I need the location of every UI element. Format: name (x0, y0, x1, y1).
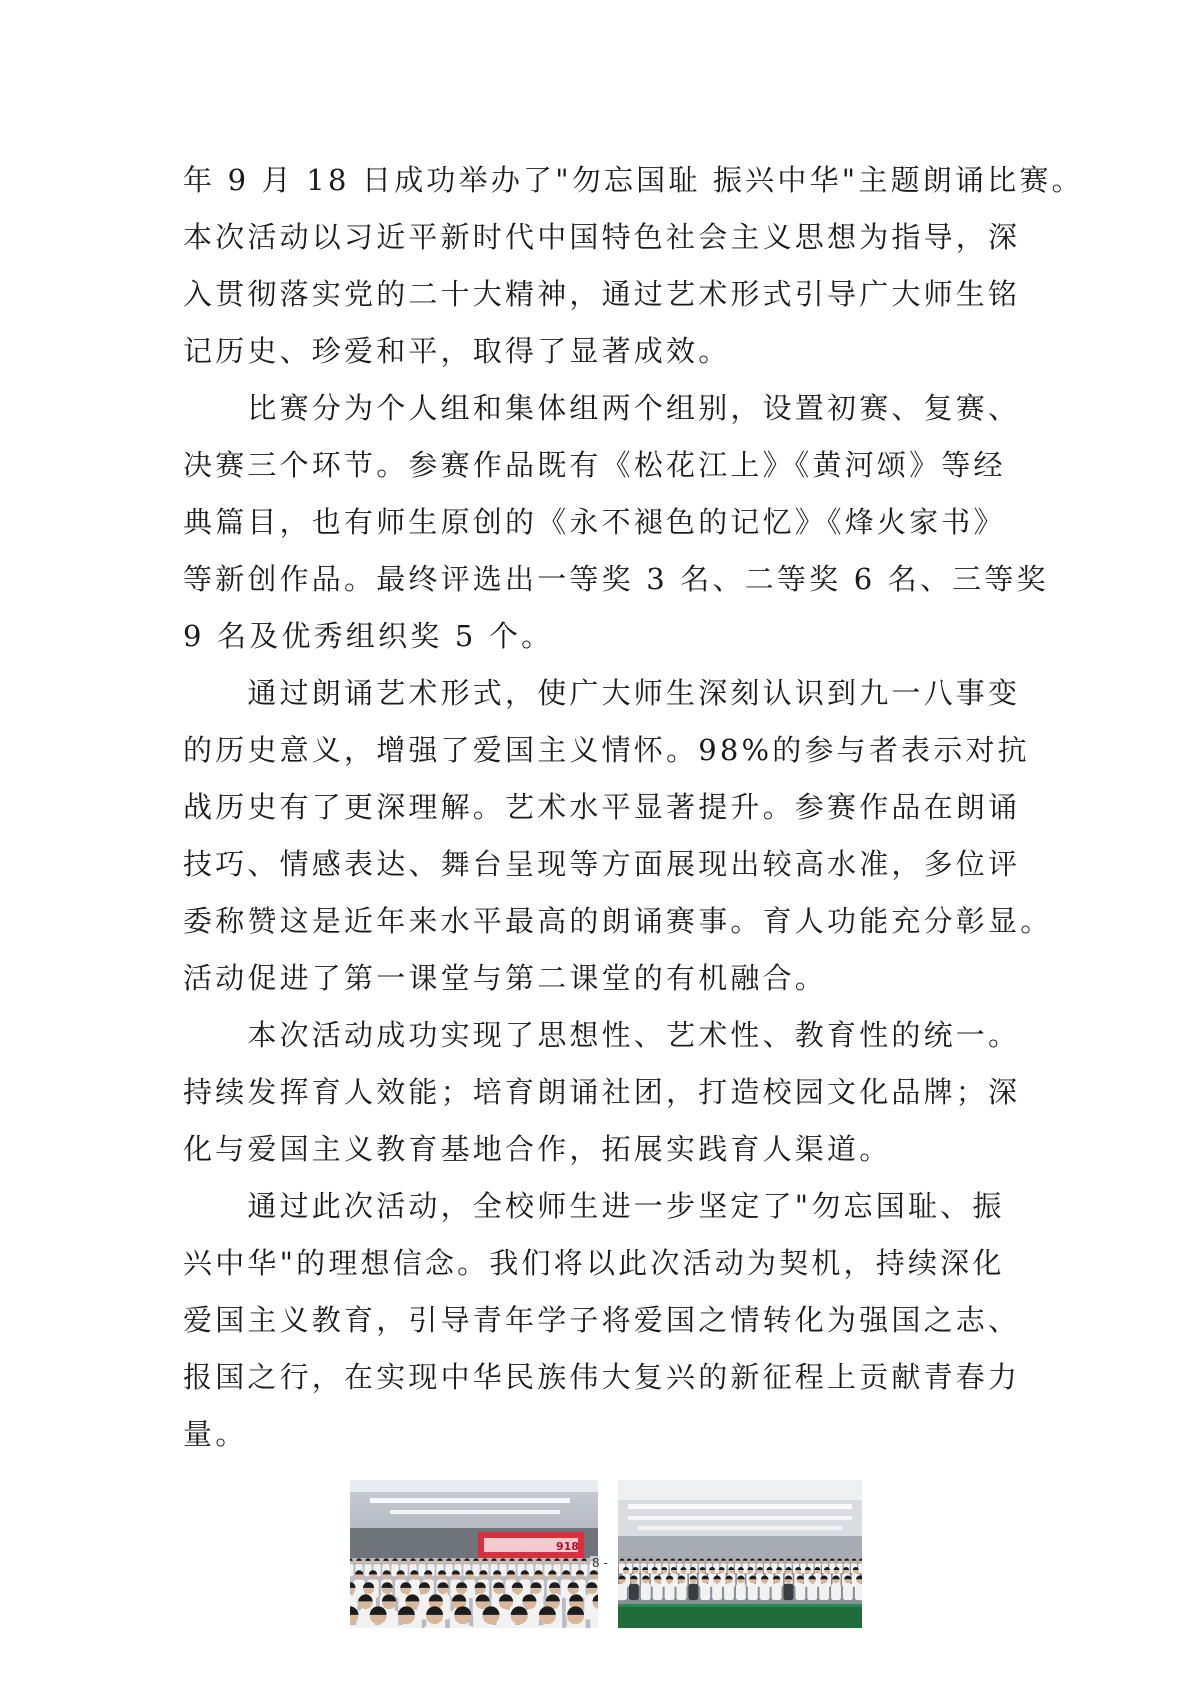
photo-standing-ceremony (618, 1480, 862, 1628)
photo-auditorium-audience (350, 1480, 598, 1628)
text-line: 报国之行，在实现中华民族伟大复兴的新征程上贡献青春力 (183, 1360, 1021, 1394)
text-line: 典篇目，也有师生原创的《永不褪色的记忆》《烽火家书》 (183, 505, 1006, 539)
text-line: 的历史意义，增强了爱国主义情怀。98%的参与者表示对抗 (183, 733, 1030, 767)
text-line: 持续发挥育人效能；培育朗诵社团，打造校园文化品牌；深 (183, 1075, 1021, 1109)
text-line: 爱国主义教育，引导青年学子将爱国之情转化为强国之志、 (183, 1303, 1021, 1337)
text-line: 年 9 月 18 日成功举办了"勿忘国耻 振兴中华"主题朗诵比赛。 (183, 163, 1084, 197)
text-line: 9 名及优秀组织奖 5 个。 (183, 619, 554, 653)
paragraph (183, 1007, 1043, 1178)
text-line: 通过此次活动，全校师生进一步坚定了"勿忘国耻、振 (183, 1189, 1005, 1223)
text-line: 入贯彻落实党的二十大精神，通过艺术形式引导广大师生铭 (183, 277, 1021, 311)
paragraph (183, 380, 1049, 665)
text-line: 活动促进了第一课堂与第二课堂的有机融合。 (183, 961, 828, 995)
text-line: 本次活动成功实现了思想性、艺术性、教育性的统一。 (183, 1018, 1021, 1052)
text-line: 技巧、情感表达、舞台呈现等方面展现出较高水准，多位评 (183, 847, 1021, 881)
text-line: 化与爱国主义教育基地合作，拓展实践育人渠道。 (183, 1132, 892, 1166)
text-line: 量。 (183, 1417, 248, 1451)
photo-auditorium-audience-image (350, 1480, 598, 1628)
text-line: 委称赞这是近年来水平最高的朗诵赛事。育人功能充分彰显。 (183, 904, 1053, 938)
text-line: 等新创作品。最终评选出一等奖 3 名、二等奖 6 名、三等奖 (183, 562, 1049, 596)
page-number: 8 - (592, 1556, 608, 1570)
green-table (618, 1604, 862, 1628)
text-line: 决赛三个环节。参赛作品既有《松花江上》《黄河颂》等经 (183, 448, 1006, 482)
text-line: 通过朗诵艺术形式，使广大师生深刻认识到九一八事变 (183, 676, 1021, 710)
article-body (183, 152, 1084, 1463)
text-line: 兴中华"的理想信念。我们将以此次活动为契机，持续深化 (183, 1246, 1005, 1280)
text-line: 比赛分为个人组和集体组两个组别，设置初赛、复赛、 (183, 391, 1021, 425)
paragraph (183, 1178, 1043, 1463)
photo-standing-ceremony-image (618, 1480, 862, 1628)
stage-banner-text: 918 (556, 1540, 579, 1553)
text-line: 战历史有了更深理解。艺术水平显著提升。参赛作品在朗诵 (183, 790, 1021, 824)
text-line: 记历史、珍爱和平，取得了显著成效。 (183, 334, 731, 368)
paragraph (183, 152, 1084, 380)
paragraph (183, 665, 1053, 1007)
text-line: 本次活动以习近平新时代中国特色社会主义思想为指导，深 (183, 220, 1021, 254)
